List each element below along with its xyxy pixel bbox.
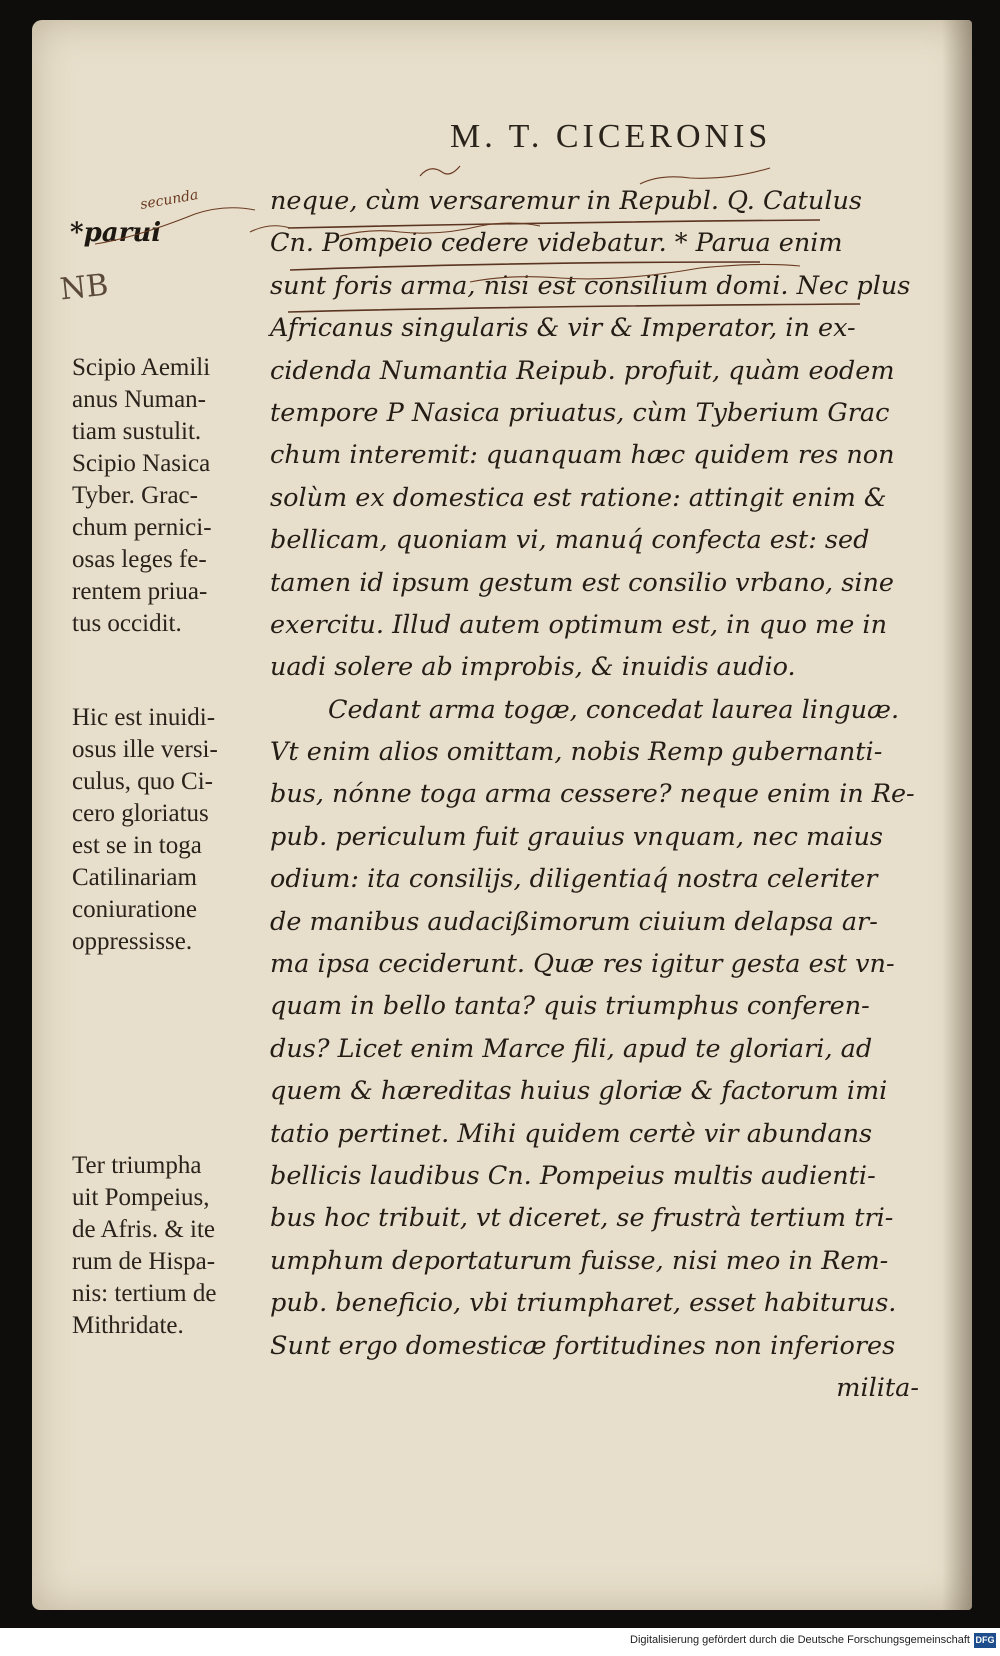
quoted-verse-line: Cedant arma togæ, concedat laurea linguæ. bbox=[328, 694, 900, 725]
margin-note-line: osus ille versi- bbox=[72, 736, 218, 763]
margin-note-line: cero gloriatus bbox=[72, 800, 209, 827]
text-line: quam in bello tanta? quis triumphus conferen- bbox=[270, 991, 870, 1022]
text-line: uadi solere ab improbis, & inuidis audio. bbox=[270, 652, 796, 683]
margin-note-line: oppressisse. bbox=[72, 928, 193, 955]
digitization-footer bbox=[0, 1628, 1000, 1656]
margin-note-line: anus Numan- bbox=[72, 386, 206, 413]
handwritten-annotation-nb: NB bbox=[58, 267, 110, 308]
margin-note-line: culus, quo Ci- bbox=[72, 768, 213, 795]
margin-note-line: tus occidit. bbox=[72, 610, 182, 637]
margin-note-line: nis: tertium de bbox=[72, 1280, 217, 1307]
text-line: Africanus singularis & vir & Imperator, in ex- bbox=[270, 313, 856, 344]
text-line: ma ipsa ceciderunt. Quæ res igitur gesta est vn- bbox=[270, 949, 895, 980]
footer-credit: Digitalisierung gefördert durch die Deutsche Forschungsgemeinschaft bbox=[630, 1634, 970, 1646]
margin-note-line: Tyber. Grac- bbox=[72, 482, 198, 509]
text-line: pub. beneficio, vbi triumpharet, esset habiturus. bbox=[270, 1288, 897, 1319]
margin-note-scipio bbox=[72, 352, 272, 640]
text-line: Sunt ergo domesticæ fortitudines non inferiores bbox=[270, 1330, 896, 1361]
text-line: cidenda Numantia Reipub. profuit, quàm eodem bbox=[270, 355, 895, 386]
margin-note-line: Scipio Aemili bbox=[72, 354, 211, 381]
text-line: bus hoc tribuit, vt diceret, se frustrà tertium tri- bbox=[270, 1203, 894, 1234]
text-line: umphum deportaturum fuisse, nisi meo in Rem- bbox=[270, 1245, 889, 1276]
text-line: bellicis laudibus Cn. Pompeius multis audienti- bbox=[270, 1160, 876, 1191]
text-line: chum interemit: quanquam hæc quidem res non bbox=[270, 440, 895, 471]
text-line: exercitu. Illud autem optimum est, in quo me in bbox=[270, 609, 888, 640]
margin-note-line: Hic est inuidi- bbox=[72, 704, 216, 731]
text-line: odium: ita consilijs, diligentiaq́ nostra celeriter bbox=[270, 864, 878, 895]
text-line: Cn. Pompeio cedere videbatur. * Parua enim bbox=[270, 228, 843, 259]
margin-note-line: est se in toga bbox=[72, 832, 202, 859]
margin-note-line: rentem priua- bbox=[72, 578, 208, 605]
catchword: milita- bbox=[836, 1372, 919, 1403]
text-line: bellicam, quoniam vi, manuq́ confecta est: sed bbox=[270, 525, 870, 556]
margin-note-line: rum de Hispa- bbox=[72, 1248, 216, 1275]
text-line: tempore P Nasica priuatus, cùm Tyberium Grac bbox=[270, 397, 890, 428]
text-line: tamen id ipsum gestum est consilio vrbano, sine bbox=[270, 567, 895, 598]
margin-note-ter bbox=[72, 1150, 272, 1342]
margin-note-line: de Afris. & ite bbox=[72, 1216, 216, 1243]
text-line: pub. periculum fuit grauius vnquam, nec maius bbox=[270, 821, 884, 852]
text-line: quem & hæreditas huius gloriæ & factorum imi bbox=[270, 1076, 888, 1107]
text-line: tatio pertinet. Mihi quidem certè vir abundans bbox=[270, 1118, 873, 1149]
margin-note-line: coniuratione bbox=[72, 896, 197, 923]
margin-note-line: chum pernici- bbox=[72, 514, 212, 541]
margin-note-line: Catilinariam bbox=[72, 864, 197, 891]
text-line: neque, cùm versaremur in Republ. Q. Catulus bbox=[270, 186, 863, 216]
text-line: solùm ex domestica est ratione: attingit enim & bbox=[270, 482, 887, 513]
text-line: de manibus audacißimorum ciuium delapsa ar- bbox=[270, 906, 878, 937]
margin-note-line: uit Pompeius, bbox=[72, 1184, 210, 1211]
text-line: bus, nónne toga arma cessere? neque enim in Re- bbox=[270, 779, 915, 810]
running-head: M. T. CICERONIS bbox=[450, 118, 772, 155]
dfg-logo: DFG bbox=[974, 1633, 996, 1648]
text-line: Vt enim alios omittam, nobis Remp gubernanti- bbox=[270, 737, 883, 768]
handwritten-annotation-secunda: secunda bbox=[139, 187, 200, 213]
text-line: dus? Licet enim Marce fili, apud te gloriari, ad bbox=[270, 1033, 873, 1064]
margin-word-parui: *parui bbox=[70, 218, 162, 248]
text-line: sunt foris arma, nisi est consilium domi. Nec plus bbox=[270, 270, 911, 301]
margin-note-line: Ter triumpha bbox=[72, 1152, 202, 1179]
margin-note-line: Mithridate. bbox=[72, 1312, 184, 1339]
body-text bbox=[270, 180, 935, 1409]
margin-note-line: osas leges fe- bbox=[72, 546, 207, 573]
margin-note-line: Scipio Nasica bbox=[72, 450, 211, 477]
margin-note-hic bbox=[72, 702, 272, 958]
margin-note-line: tiam sustulit. bbox=[72, 418, 202, 445]
